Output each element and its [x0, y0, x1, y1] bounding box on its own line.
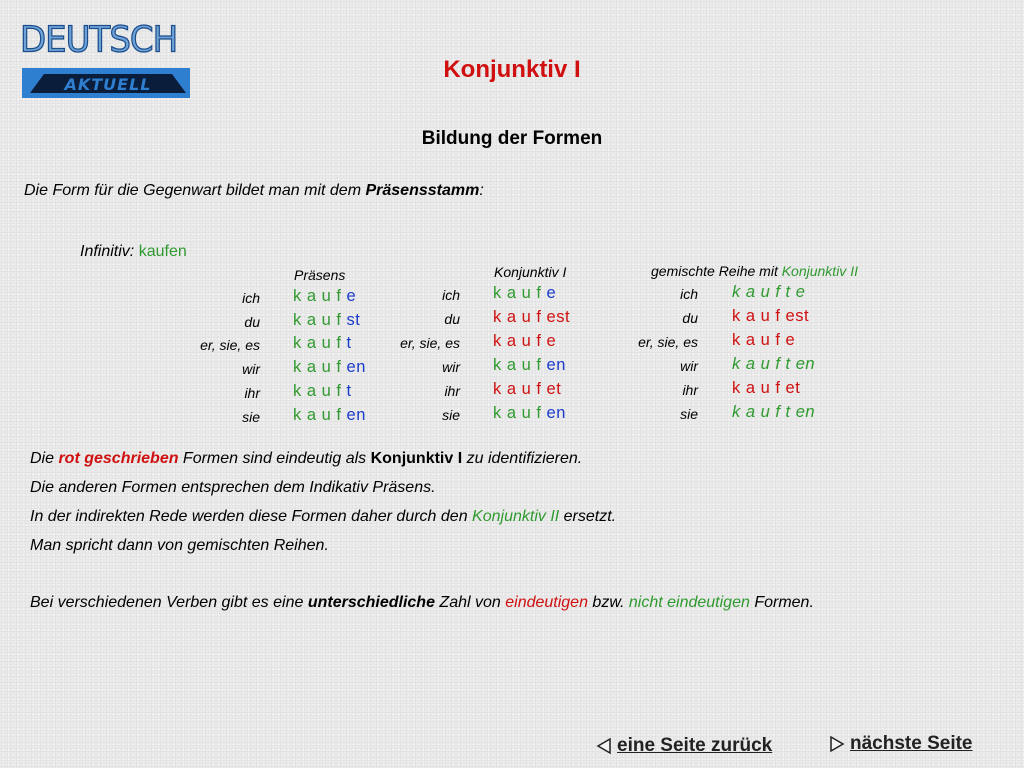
paragraph-3: In der indirekten Rede werden diese Formen daher durch den Konjunktiv II ersetzt. [30, 508, 617, 525]
praesens-pronoun: ihr [244, 385, 260, 401]
praesens-heading: Präsens [294, 267, 346, 283]
praesens-form: k a u f e [293, 287, 357, 305]
gemischt-pronoun: ihr [682, 382, 698, 398]
konj1-form: k a u f en [493, 404, 566, 422]
gemischt-form: k a u f t en [732, 355, 816, 373]
konj1-form: k a u f e [493, 332, 557, 350]
page-subtitle: Bildung der Formen [421, 128, 603, 149]
logo-banner-text: AKTUELL [64, 75, 152, 94]
konj1-form: k a u f et [493, 380, 562, 398]
page-title: Konjunktiv I [443, 56, 581, 83]
paragraph-2: Die anderen Formen entsprechen dem Indikativ Präsens. [30, 479, 436, 496]
gemischt-pronoun: du [682, 310, 698, 326]
praesens-pronoun: wir [242, 361, 260, 377]
konj1-pronoun: ihr [444, 383, 460, 399]
praesens-form: k a u f en [293, 358, 366, 376]
praesens-form: k a u f st [293, 311, 361, 329]
konj1-form: k a u f e [493, 284, 557, 302]
logo-deutsch: DEUTSCH [20, 19, 178, 61]
infinitive-line: Infinitiv: kaufen [80, 243, 187, 260]
gemischt-form: k a u f et [732, 379, 801, 397]
praesens-pronoun: sie [242, 409, 260, 425]
konj1-form: k a u f en [493, 356, 566, 374]
konj1-pronoun: sie [442, 407, 460, 423]
gemischt-form: k a u f t en [732, 403, 816, 421]
praesens-pronoun: ich [242, 290, 260, 306]
praesens-pronoun: du [244, 314, 260, 330]
gemischt-pronoun: sie [680, 406, 698, 422]
gemischt-form: k a u f t e [732, 283, 806, 301]
praesens-pronoun: er, sie, es [200, 337, 260, 353]
gemischt-pronoun: ich [680, 286, 698, 302]
next-link[interactable]: nächste Seite [828, 733, 973, 755]
triangle-left-icon [595, 737, 613, 755]
konj1-pronoun: er, sie, es [400, 335, 460, 351]
gemischt-form: k a u f est [732, 307, 810, 325]
praesens-form: k a u f en [293, 406, 366, 424]
gemischt-form: k a u f e [732, 331, 796, 349]
paragraph-4: Man spricht dann von gemischten Reihen. [30, 537, 329, 554]
gemischt-heading: gemischte Reihe mit Konjunktiv II [651, 263, 858, 279]
triangle-right-icon [828, 735, 846, 753]
konj1-pronoun: du [444, 311, 460, 327]
paragraph-5: Bei verschiedenen Verben gibt es eine unterschiedliche Zahl von eindeutigen bzw. nicht eindeutigen Formen. [30, 594, 814, 611]
back-link[interactable]: eine Seite zurück [595, 735, 772, 757]
praesens-form: k a u f t [293, 382, 352, 400]
paragraph-1: Die rot geschrieben Formen sind eindeutig als Konjunktiv I zu identifizieren. [30, 450, 583, 467]
gemischt-pronoun: er, sie, es [638, 334, 698, 350]
praesens-form: k a u f t [293, 334, 352, 352]
konj1-pronoun: wir [442, 359, 460, 375]
intro-text: Die Form für die Gegenwart bildet man mit dem Präsensstamm: [24, 182, 484, 199]
konj1-heading: Konjunktiv I [494, 264, 567, 280]
konj1-pronoun: ich [442, 287, 460, 303]
gemischt-pronoun: wir [680, 358, 698, 374]
konj1-form: k a u f est [493, 308, 571, 326]
